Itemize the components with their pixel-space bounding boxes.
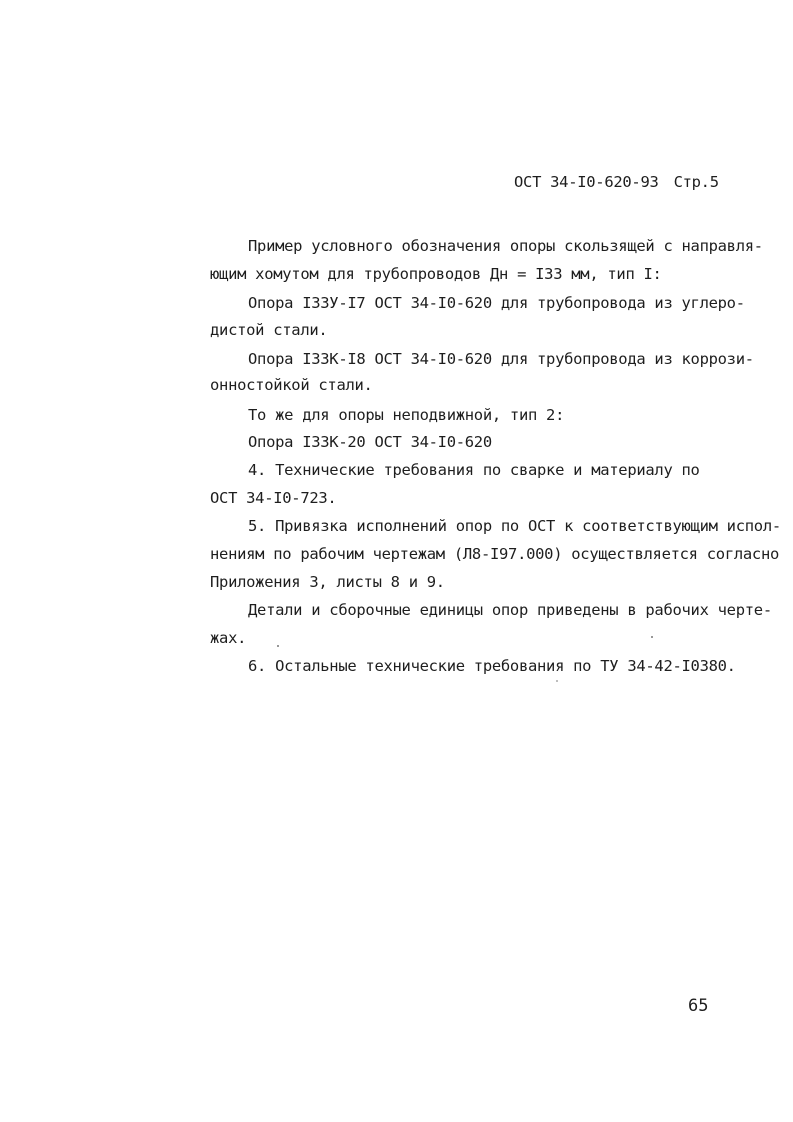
text-line: ОСТ 34-I0-723. [210, 489, 337, 507]
text-line: Детали и сборочные единицы опор приведены в рабочих черте- [248, 601, 772, 619]
scan-speck [556, 680, 558, 682]
scan-speck [277, 645, 279, 647]
text-line: То же для опоры неподвижной, тип 2: [248, 406, 565, 424]
text-line: 5. Привязка исполнений опор по ОСТ к соответствующим испол- [248, 517, 781, 535]
text-line: Опора I33К-20 ОСТ 34-I0-620 [248, 433, 492, 451]
text-line: Пример условного обозначения опоры скользящей с направля- [248, 237, 763, 255]
text-line: Опора I33К-I8 ОСТ 34-I0-620 для трубопровода из коррози- [248, 350, 754, 368]
scan-speck [651, 636, 653, 638]
text-line: Приложения 3, листы 8 и 9. [210, 573, 445, 591]
text-line: 6. Остальные технические требования по ТУ 34-42-I0380. [248, 657, 736, 675]
page-number: 65 [688, 996, 709, 1016]
text-line: дистой стали. [210, 321, 328, 339]
text-line: 4. Технические требования по сварке и материалу по [248, 461, 700, 479]
text-line: Опора I33У-I7 ОСТ 34-I0-620 для трубопровода из углеро- [248, 294, 745, 312]
text-line: онностойкой стали. [210, 376, 373, 394]
text-line: ющим хомутом для трубопроводов Дн = I33 мм, тип I: [210, 265, 662, 283]
page-label: Стр.5 [673, 173, 719, 191]
text-line: нениям по рабочим чертежам (Л8-I97.000) осуществляется согласно [210, 545, 780, 563]
text-line: жах. [210, 629, 247, 647]
page-header [514, 172, 719, 192]
document-code: ОСТ 34-I0-620-93 [514, 173, 659, 191]
